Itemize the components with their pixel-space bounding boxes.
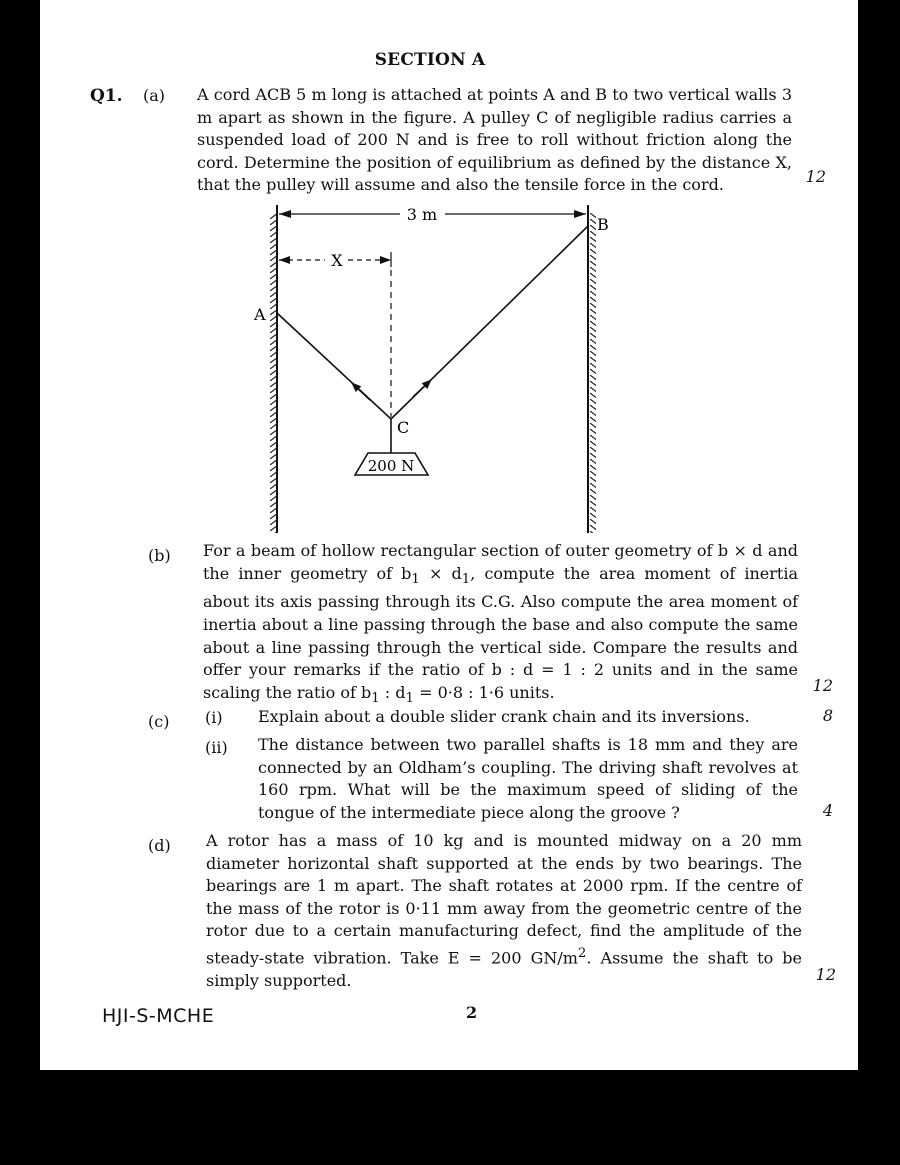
page-number: 2 [466, 1003, 478, 1022]
cord [277, 226, 588, 419]
point-b-label: B [597, 215, 609, 234]
load-label: 200 N [367, 457, 415, 475]
point-a-label: A [254, 305, 266, 324]
part-b-marks: 12 [812, 676, 833, 695]
span-dimension [279, 205, 586, 224]
part-a-label: (a) [143, 86, 166, 105]
part-c-ii-text: The distance between two parallel shafts is 18 mm and they are connected by an Oldham’s coupling. The driving shaft revolves at 160 rpm. What will be the maximum speed of sliding of the tongue of the intermediate piece along the groove ? [258, 735, 798, 822]
right-wall [588, 205, 596, 533]
part-d-label: (d) [148, 836, 171, 855]
part-c-i-marks: 8 [822, 706, 833, 725]
part-c-i-text: Explain about a double slider crank chain and its inversions. [258, 707, 750, 726]
part-c-i-label: (i) [205, 708, 223, 727]
part-c-ii-label: (ii) [205, 738, 228, 757]
part-a-text: A cord ACB 5 m long is attached at points A and B to two vertical walls 3 m apart as shown in the figure. A pulley C of negligible radius carries a suspended load of 200 N and is free to roll without friction along the cord. Determine the position of equilibrium as defined by the distance X, that the pulley will assume and also the tensile force in the cord. [197, 85, 792, 195]
question-number: Q1. [90, 86, 123, 106]
section-title: SECTION A [374, 50, 486, 70]
x-dimension [279, 251, 391, 270]
span-label: 3 m [406, 205, 438, 224]
part-c-ii-marks: 4 [822, 801, 833, 820]
x-label: X [331, 251, 343, 270]
left-wall [269, 205, 277, 533]
part-b-label: (b) [148, 546, 171, 565]
part-a-marks: 12 [805, 167, 826, 186]
pulley-cord-figure [240, 195, 620, 545]
paper-code: HJI-S-MCHE [102, 1005, 215, 1027]
part-b-text: For a beam of hollow rectangular section of outer geometry of b × d and the inner geometry of $b_1 \times d_1$, compute the area moment of inertia about its axis passing through its C.G. Also compute the area moment of inertia about a line passing through the base and also compute the same about a line passing through the vertical side. Compare the results and offer your remarks if the ratio of b : d = 1 : 2 units and in the same scaling the ratio of $b_1$ : $d_1 = 0\cdot 8$ : 1·6 units. [203, 541, 798, 706]
part-d-marks: 12 [815, 965, 836, 984]
point-c-label: C [397, 418, 410, 437]
part-c-label: (c) [148, 712, 170, 731]
part-d-text: A rotor has a mass of 10 kg and is mounted midway on a 20 mm diameter horizontal shaft supported at the ends by two bearings. The bearings are 1 m apart. The shaft rotates at 2000 rpm. If the centre of the mass of the rotor is 0·11 mm away from the geometric centre of the rotor due to a certain manufacturing defect, find the amplitude of the steady-state vibration. Take E = 200 $GN/m^2$. Assume the shaft to be simply supported. [206, 831, 802, 990]
